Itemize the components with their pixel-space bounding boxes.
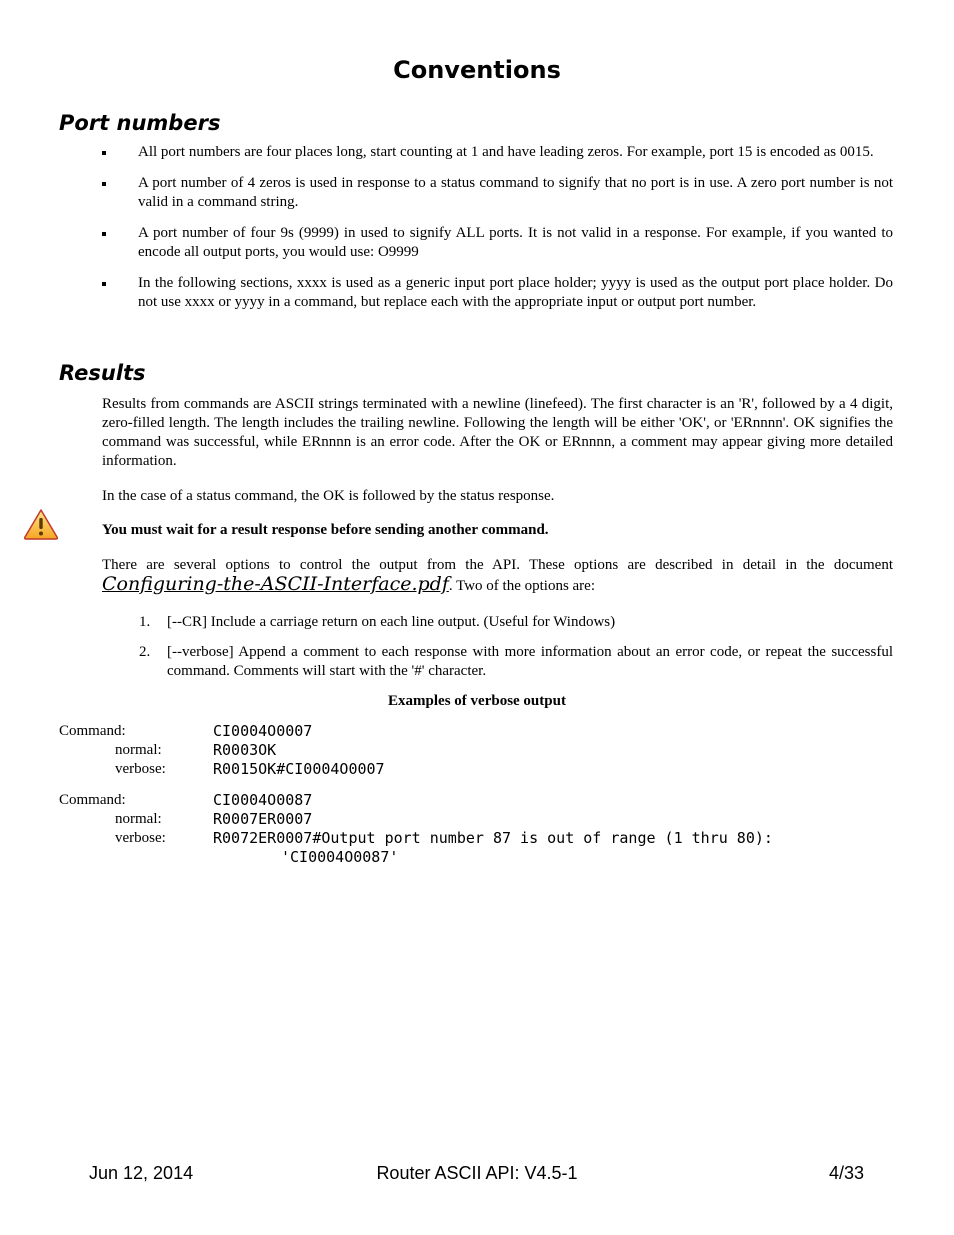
list-item-text: In the following sections, xxxx is used as a generic input port place holder; yyyy is used as the output port place holder. Do not use xxxx or yyyy in a command, but replace each with the appropriate input or output port number.: [138, 274, 893, 310]
list-item: [102, 174, 893, 213]
list-item-text: A port number of four 9s (9999) in used to signify ALL ports. It is not valid in a response. For example, if you wanted to encode all output ports, you would use: O9999: [138, 224, 893, 260]
results-paragraph-1: Results from commands are ASCII strings terminated with a newline (linefeed). The first character is an 'R', followed by a 4 digit, zero-filled length. The length includes the trailing newline. Following the length will be either 'OK', or 'ERnnnn'. OK signifies the command was successful, while ERnnnn is an error code. After the OK or ERnnnn, a comment may appear giving more detailed information.: [102, 396, 893, 469]
footer-date: Jun 12, 2014: [89, 1163, 194, 1183]
results-heading: Results: [59, 361, 146, 385]
normal-label: normal:: [115, 742, 162, 758]
config-doc-link[interactable]: Configuring-the-ASCII-Interface.pdf: [102, 573, 449, 595]
list-item: [102, 224, 893, 263]
example-verbose-row: [59, 760, 919, 779]
verbose-label: verbose:: [115, 830, 166, 846]
example-command-row: [59, 791, 919, 810]
list-item-text: A port number of 4 zeros is used in response to a status command to signify that no port is in use. A zero port number is not valid in a command string.: [138, 174, 893, 210]
results-paragraph-2: In the case of a status command, the OK is followed by the status response.: [102, 488, 555, 504]
list-item-text: All port numbers are four places long, start counting at 1 and have leading zeros. For example, port 15 is encoded as 0015.: [138, 144, 874, 160]
list-number: 2.: [139, 644, 151, 660]
verbose-code: R0072ER0007#Output port number 87 is out of range (1 thru 80):: [213, 829, 773, 847]
example-verbose-continuation-row: [59, 848, 919, 867]
example-command-row: [59, 722, 919, 741]
example-normal-row: [59, 810, 919, 829]
verbose-label: verbose:: [115, 761, 166, 777]
page-title: Conventions: [393, 56, 561, 84]
footer-page-number: 4/33: [829, 1163, 865, 1183]
list-number: 1.: [139, 614, 151, 630]
list-item: [102, 643, 893, 681]
warning-text: You must wait for a result response before sending another command.: [102, 522, 549, 538]
bullet-icon: [102, 232, 106, 236]
list-item-text: [--CR] Include a carriage return on each line output. (Useful for Windows): [167, 614, 616, 630]
list-item: [102, 143, 893, 163]
warning-icon: [23, 508, 59, 540]
command-label: Command:: [59, 723, 126, 739]
example-block-1: [59, 722, 919, 779]
normal-code: R0003OK: [213, 741, 277, 759]
command-code: CI0004O0007: [213, 722, 313, 740]
example-verbose-row: [59, 829, 919, 848]
port-numbers-heading: Port numbers: [59, 111, 221, 135]
bullet-icon: [102, 182, 106, 186]
bullet-icon: [102, 282, 106, 286]
paragraph-text: . Two of the options are:: [448, 578, 596, 594]
verbose-code-continuation: 'CI0004O0087': [281, 848, 399, 866]
examples-caption: Examples of verbose output: [388, 693, 566, 709]
command-label: Command:: [59, 792, 126, 808]
example-normal-row: [59, 741, 919, 760]
list-item-text: [--verbose] Append a comment to each response with more information about an error code, or repeat the successful command. Comments will start with the '#' character.: [167, 644, 893, 679]
example-block-2: [59, 791, 919, 867]
footer-doc-title: Router ASCII API: V4.5-1: [376, 1163, 578, 1183]
paragraph-text: There are several options to control the output from the API. These options are described in detail in the document: [102, 557, 893, 573]
verbose-code: R0015OK#CI0004O0007: [213, 760, 385, 778]
results-paragraph-3: [102, 556, 893, 596]
port-numbers-list: [102, 143, 893, 324]
command-code: CI0004O0087: [213, 791, 313, 809]
normal-label: normal:: [115, 811, 162, 827]
options-list: [102, 613, 893, 692]
list-item: [102, 274, 893, 313]
list-item: [102, 613, 893, 632]
bullet-icon: [102, 151, 106, 155]
normal-code: R0007ER0007: [213, 810, 313, 828]
